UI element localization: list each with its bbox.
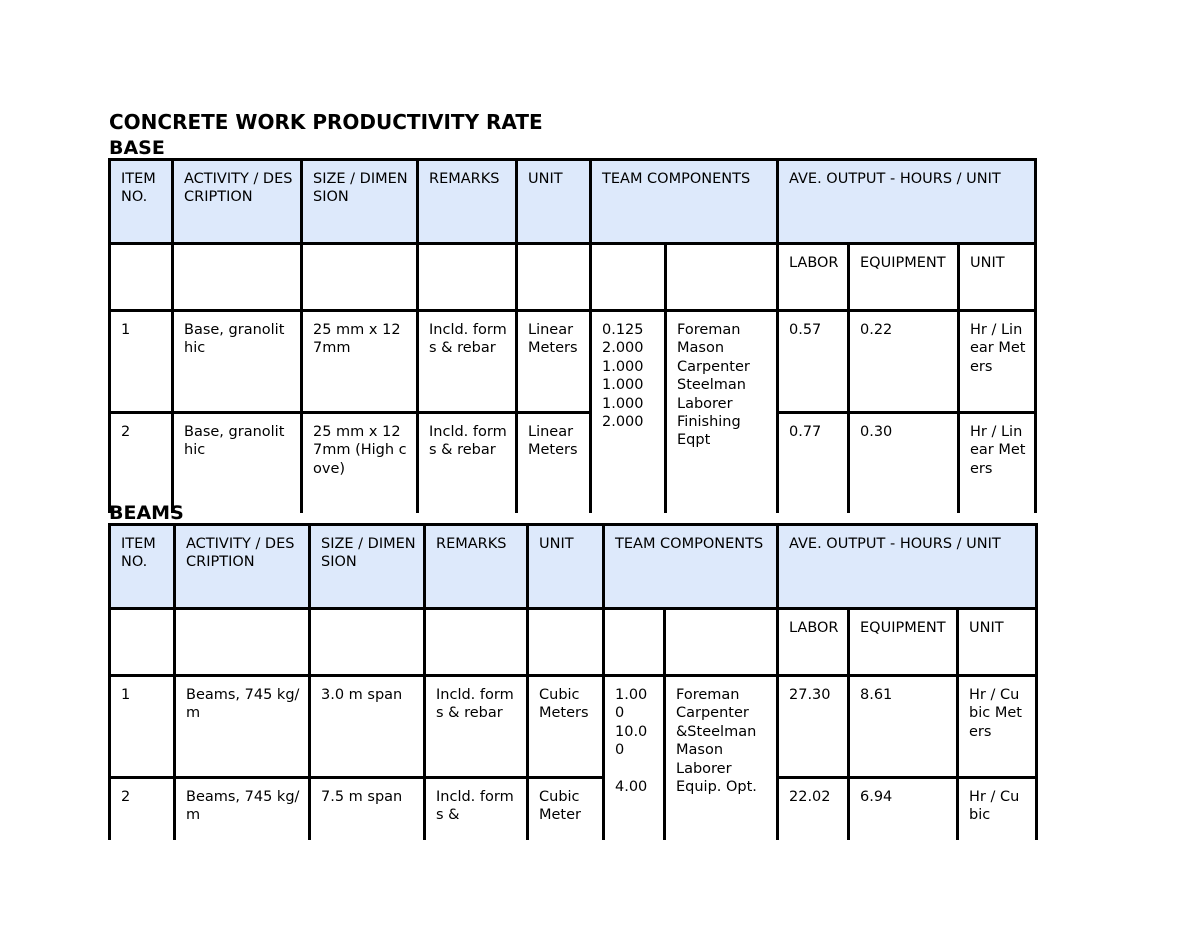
labor-cell: 22.02 [778,778,849,841]
header-activity: ACTIVITY / DESCRIPTION [173,160,302,244]
output-unit-cell: Hr / Linear Meters [959,413,1036,514]
remarks-cell: Incld. forms & rebar [418,413,517,514]
header-size: SIZE / DIMENSION [310,525,425,609]
item-no-cell: 1 [110,676,175,778]
size-cell: 25 mm x 127mm (High cove) [302,413,418,514]
table-row [110,311,1036,413]
subheader-labor: LABOR [778,244,849,311]
labor-cell: 0.57 [778,311,849,413]
subheader-row [110,609,1037,676]
table-row [110,676,1037,778]
equipment-cell: 6.94 [849,778,958,841]
size-cell: 7.5 m span [310,778,425,841]
header-row [110,160,1036,244]
equipment-cell: 0.30 [849,413,959,514]
team-members-cell: Foreman Carpenter &Steelman Mason Laborer Equip. Opt. [665,676,778,841]
team-quantity-cell: 0.125 2.000 1.000 1.000 1.000 2.000 [591,311,666,514]
activity-cell: Base, granolithic [173,413,302,514]
header-ave-output: AVE. OUTPUT - HOURS / UNIT [778,525,1037,609]
table-row [110,778,1037,841]
header-remarks: REMARKS [418,160,517,244]
remarks-cell: Incld. forms & rebar [425,676,528,778]
activity-cell: Base, granolithic [173,311,302,413]
size-cell: 3.0 m span [310,676,425,778]
remarks-cell: Incld. forms & [425,778,528,841]
output-unit-cell: Hr / Linear Meters [959,311,1036,413]
unit-cell: Linear Meters [517,413,591,514]
subheader-labor: LABOR [778,609,849,676]
unit-cell: Linear Meters [517,311,591,413]
base-table [108,158,1037,513]
activity-cell: Beams, 745 kg/m [175,676,310,778]
header-team-components: TEAM COMPONENTS [604,525,778,609]
header-ave-output: AVE. OUTPUT - HOURS / UNIT [778,160,1036,244]
beams-table [108,523,1038,840]
header-remarks: REMARKS [425,525,528,609]
header-team-components: TEAM COMPONENTS [591,160,778,244]
header-item-no: ITEM NO. [110,525,175,609]
labor-cell: 0.77 [778,413,849,514]
output-unit-cell: Hr / Cubic [958,778,1037,841]
equipment-cell: 8.61 [849,676,958,778]
header-activity: ACTIVITY / DESCRIPTION [175,525,310,609]
header-unit: UNIT [528,525,604,609]
subheader-unit: UNIT [958,609,1037,676]
remarks-cell: Incld. forms & rebar [418,311,517,413]
output-unit-cell: Hr / Cubic Meters [958,676,1037,778]
header-row [110,525,1037,609]
subheader-unit: UNIT [959,244,1036,311]
subheader-equipment: EQUIPMENT [849,244,959,311]
item-no-cell: 2 [110,413,173,514]
item-no-cell: 2 [110,778,175,841]
labor-cell: 27.30 [778,676,849,778]
document-title: CONCRETE WORK PRODUCTIVITY RATE [109,110,543,134]
section-title-base: BASE [109,137,165,159]
subheader-equipment: EQUIPMENT [849,609,958,676]
team-members-cell: Foreman Mason Carpenter Steelman Laborer Finishing Eqpt [666,311,778,514]
header-size: SIZE / DIMENSION [302,160,418,244]
item-no-cell: 1 [110,311,173,413]
header-unit: UNIT [517,160,591,244]
unit-cell: Cubic Meter [528,778,604,841]
equipment-cell: 0.22 [849,311,959,413]
team-quantity-cell: 1.000 10.00 4.00 [604,676,665,841]
activity-cell: Beams, 745 kg/m [175,778,310,841]
section-title-beams: BEAMS [109,502,184,524]
table-row [110,413,1036,514]
subheader-row [110,244,1036,311]
header-item-no: ITEM NO. [110,160,173,244]
size-cell: 25 mm x 127mm [302,311,418,413]
unit-cell: Cubic Meters [528,676,604,778]
